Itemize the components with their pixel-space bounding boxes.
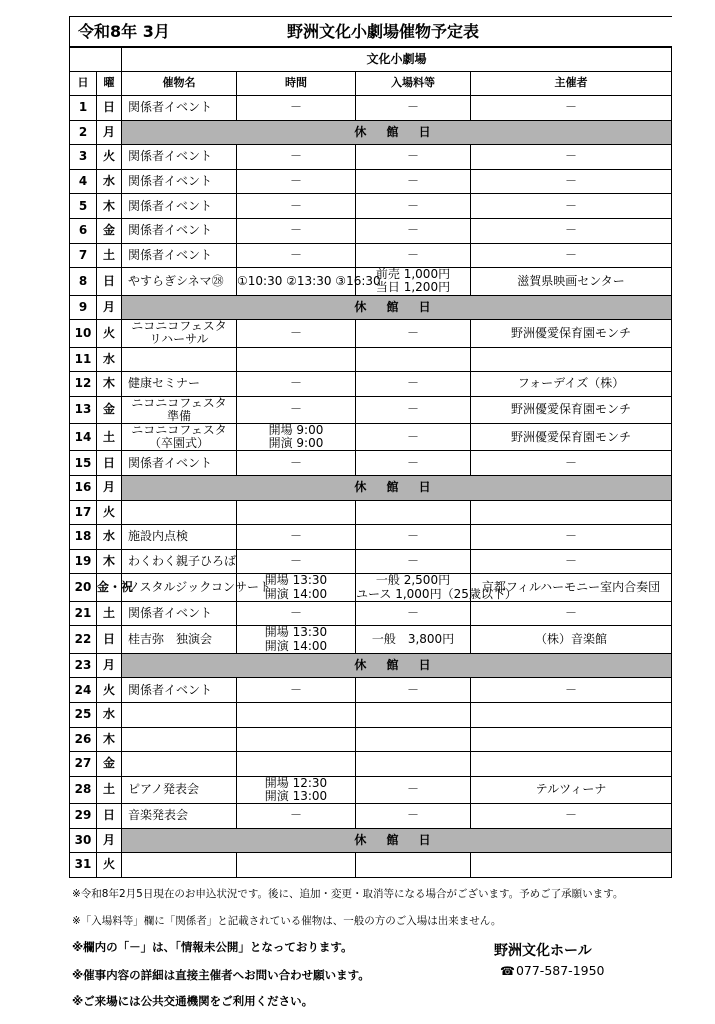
- day-cell: 13: [70, 396, 97, 423]
- day-cell: 16: [70, 476, 97, 501]
- title-cell: [70, 17, 672, 48]
- event-cell: 関係者イベント: [122, 96, 237, 121]
- weekday-cell: 土: [97, 776, 122, 803]
- day-cell: 17: [70, 500, 97, 525]
- event-cell: 関係者イベント: [122, 451, 237, 476]
- fee-cell: －: [356, 804, 471, 829]
- note-status: ※令和8年2月5日現在のお申込状況です。後に、追加・変更・取消等になる場合がございます。予めご了承願います。: [72, 888, 624, 900]
- time-cell: －: [237, 451, 356, 476]
- fee-cell: [356, 752, 471, 777]
- day-cell: 27: [70, 752, 97, 777]
- organizer-cell: －: [471, 218, 672, 243]
- event-cell: 健康セミナー: [122, 372, 237, 397]
- fee-cell: －: [356, 243, 471, 268]
- col-header-day: 日: [70, 72, 97, 96]
- organizer-cell: －: [471, 451, 672, 476]
- note-contact: ※催事内容の詳細は直接主催者へお問い合わせ願います。: [72, 968, 370, 982]
- closed-day-cell: 休 館 日: [122, 120, 672, 145]
- organizer-cell: －: [471, 194, 672, 219]
- weekday-cell: 日: [97, 626, 122, 653]
- weekday-cell: 水: [97, 525, 122, 550]
- col-header-event: 催物名: [122, 72, 237, 96]
- time-cell: －: [237, 169, 356, 194]
- time-cell: [237, 776, 356, 803]
- weekday-cell: 月: [97, 295, 122, 320]
- table-row: [70, 678, 672, 703]
- event-cell: わくわく親子ひろば: [122, 549, 237, 574]
- day-cell: 24: [70, 678, 97, 703]
- day-cell: 23: [70, 653, 97, 678]
- organizer-cell: テルツィーナ: [471, 776, 672, 803]
- table-row: [70, 120, 672, 145]
- event-cell: ピアノ発表会: [122, 776, 237, 803]
- weekday-cell: 日: [97, 804, 122, 829]
- event-cell-line: ニコニコフェスタ: [131, 319, 227, 334]
- weekday-cell: 金: [97, 218, 122, 243]
- time-cell: －: [237, 525, 356, 550]
- organizer-cell: －: [471, 243, 672, 268]
- phone-contact: [500, 963, 605, 978]
- fee-cell: －: [356, 372, 471, 397]
- weekday-cell: 木: [97, 727, 122, 752]
- fee-cell: －: [356, 96, 471, 121]
- fee-cell: －: [356, 320, 471, 347]
- organizer-cell: －: [471, 804, 672, 829]
- fee-cell: －: [356, 451, 471, 476]
- col-header-weekday: 曜: [97, 72, 122, 96]
- fee-cell: －: [356, 776, 471, 803]
- fee-cell: －: [356, 218, 471, 243]
- fee-cell-line: 一般 2,500円: [375, 573, 451, 588]
- time-cell: －: [237, 145, 356, 170]
- table-row: [70, 347, 672, 372]
- weekday-cell: 土: [97, 243, 122, 268]
- time-cell: －: [237, 549, 356, 574]
- weekday-cell: 木: [97, 549, 122, 574]
- organizer-cell: [471, 347, 672, 372]
- day-cell: 25: [70, 702, 97, 727]
- day-cell: 11: [70, 347, 97, 372]
- day-cell: 10: [70, 320, 97, 347]
- table-row: [70, 145, 672, 170]
- table-row: [70, 653, 672, 678]
- event-cell: 桂吉弥 独演会: [122, 626, 237, 653]
- weekday-cell: 水: [97, 169, 122, 194]
- organizer-cell: （株）音楽館: [471, 626, 672, 653]
- table-row: [70, 396, 672, 423]
- time-cell-line: 開演 14:00: [264, 586, 328, 601]
- venue-spacer: [70, 47, 122, 72]
- note-fee: ※「入場料等」欄に「関係者」と記載されている催物は、一般の方のご入場は出来ません。: [72, 915, 502, 927]
- event-cell: 関係者イベント: [122, 145, 237, 170]
- note-dash: ※欄内の「－」は、「情報未公開」となっております。: [72, 940, 353, 954]
- time-cell-line: 開場 12:30: [264, 775, 328, 790]
- phone-icon: ☎: [500, 963, 515, 978]
- fee-cell: －: [356, 424, 471, 451]
- time-cell: [237, 347, 356, 372]
- event-cell: [122, 424, 237, 451]
- day-cell: 22: [70, 626, 97, 653]
- table-row: [70, 574, 672, 601]
- event-cell-line: リハーサル: [149, 332, 209, 347]
- col-header-time: 時間: [237, 72, 356, 96]
- time-cell: －: [237, 601, 356, 626]
- closed-day-cell: 休 館 日: [122, 653, 672, 678]
- event-cell-line: ニコニコフェスタ: [131, 423, 227, 438]
- note-transport: ※ご来場には公共交通機関をご利用ください。: [72, 994, 314, 1008]
- time-cell: [237, 424, 356, 451]
- weekday-cell: 木: [97, 194, 122, 219]
- table-row: [70, 320, 672, 347]
- day-cell: 6: [70, 218, 97, 243]
- weekday-cell: 土: [97, 424, 122, 451]
- col-header-fee: 入場料等: [356, 72, 471, 96]
- weekday-cell: 日: [97, 268, 122, 295]
- event-cell: 関係者イベント: [122, 678, 237, 703]
- organizer-cell: [471, 853, 672, 878]
- day-cell: 15: [70, 451, 97, 476]
- day-cell: 20: [70, 574, 97, 601]
- closed-day-cell: 休 館 日: [122, 295, 672, 320]
- weekday-cell: 日: [97, 96, 122, 121]
- day-cell: 8: [70, 268, 97, 295]
- fee-cell: －: [356, 396, 471, 423]
- event-cell: 関係者イベント: [122, 194, 237, 219]
- event-cell-line: （卒園式）: [148, 436, 209, 451]
- organizer-cell: －: [471, 145, 672, 170]
- event-cell: 関係者イベント: [122, 601, 237, 626]
- closed-day-cell: 休 館 日: [122, 828, 672, 853]
- weekday-cell: 金・祝: [97, 574, 122, 601]
- page-title: 野洲文化小劇場催物予定表: [286, 21, 479, 41]
- event-cell: 施設内点検: [122, 525, 237, 550]
- event-cell: 関係者イベント: [122, 243, 237, 268]
- time-cell-line: 開演 13:00: [264, 788, 328, 803]
- table-row: [70, 804, 672, 829]
- event-cell: 関係者イベント: [122, 218, 237, 243]
- table-row: [70, 727, 672, 752]
- day-cell: 14: [70, 424, 97, 451]
- table-row: [70, 601, 672, 626]
- weekday-cell: 木: [97, 372, 122, 397]
- event-cell-line: 準備: [166, 408, 191, 423]
- fee-cell-line: ユース 1,000円（25歳以下）: [356, 586, 517, 601]
- event-cell: やすらぎシネマ㉘: [122, 268, 237, 295]
- event-cell: [122, 396, 237, 423]
- time-cell: －: [237, 678, 356, 703]
- weekday-cell: 火: [97, 320, 122, 347]
- time-cell: －: [237, 218, 356, 243]
- time-cell-line: 開場 13:30: [264, 573, 328, 588]
- day-cell: 30: [70, 828, 97, 853]
- day-cell: 1: [70, 96, 97, 121]
- weekday-cell: 火: [97, 678, 122, 703]
- table-row: [70, 525, 672, 550]
- event-cell: [122, 500, 237, 525]
- time-cell-line: 開場 9:00: [268, 423, 324, 438]
- weekday-cell: 月: [97, 476, 122, 501]
- table-row: [70, 476, 672, 501]
- table-row: [70, 218, 672, 243]
- time-cell-line: 開場 13:30: [264, 625, 328, 640]
- organizer-cell: －: [471, 169, 672, 194]
- event-cell: [122, 853, 237, 878]
- day-cell: 12: [70, 372, 97, 397]
- table-row: [70, 752, 672, 777]
- table-row: [70, 451, 672, 476]
- time-cell: [237, 853, 356, 878]
- event-cell-line: ニコニコフェスタ: [131, 395, 227, 410]
- fee-cell-line: 前売 1,000円: [375, 267, 451, 282]
- fee-cell: －: [356, 525, 471, 550]
- time-cell: －: [237, 194, 356, 219]
- closed-day-cell: 休 館 日: [122, 476, 672, 501]
- organizer-cell: 京都フィルハーモニー室内合奏団: [471, 574, 672, 601]
- day-cell: 9: [70, 295, 97, 320]
- fee-cell: [356, 347, 471, 372]
- time-cell: [237, 702, 356, 727]
- time-cell-line: 開演 9:00: [268, 436, 324, 451]
- day-cell: 18: [70, 525, 97, 550]
- fee-cell: －: [356, 169, 471, 194]
- table-row: [70, 424, 672, 451]
- fee-cell: －: [356, 601, 471, 626]
- month-label: 令和8年 3月: [78, 21, 170, 41]
- hall-name: 野洲文化ホール: [494, 943, 592, 959]
- time-cell: －: [237, 320, 356, 347]
- organizer-cell: －: [471, 525, 672, 550]
- fee-cell: －: [356, 145, 471, 170]
- table-row: [70, 626, 672, 653]
- organizer-cell: 野洲優愛保育園モンチ: [471, 320, 672, 347]
- organizer-cell: －: [471, 549, 672, 574]
- fee-cell: －: [356, 549, 471, 574]
- event-cell: [122, 320, 237, 347]
- table-row: [70, 500, 672, 525]
- time-cell: [237, 752, 356, 777]
- time-cell: －: [237, 396, 356, 423]
- table-row: [70, 96, 672, 121]
- organizer-cell: 野洲優愛保育園モンチ: [471, 424, 672, 451]
- time-cell: [237, 626, 356, 653]
- organizer-cell: －: [471, 678, 672, 703]
- weekday-cell: 月: [97, 120, 122, 145]
- day-cell: 2: [70, 120, 97, 145]
- day-cell: 3: [70, 145, 97, 170]
- day-cell: 31: [70, 853, 97, 878]
- table-row: [70, 243, 672, 268]
- table-row: [70, 702, 672, 727]
- fee-cell: [356, 727, 471, 752]
- event-cell: [122, 752, 237, 777]
- time-cell: －: [237, 804, 356, 829]
- table-row: [70, 169, 672, 194]
- weekday-cell: 火: [97, 500, 122, 525]
- time-cell: ①10:30 ②13:30 ③16:30: [237, 268, 356, 295]
- organizer-cell: 野洲優愛保育園モンチ: [471, 396, 672, 423]
- weekday-cell: 金: [97, 396, 122, 423]
- table-row: [70, 268, 672, 295]
- fee-cell: [356, 573, 517, 601]
- schedule-table: [69, 16, 672, 878]
- event-cell: [122, 727, 237, 752]
- weekday-cell: 火: [97, 145, 122, 170]
- weekday-cell: 金: [97, 752, 122, 777]
- day-cell: 21: [70, 601, 97, 626]
- time-cell: [237, 500, 356, 525]
- table-row: [70, 372, 672, 397]
- organizer-cell: [471, 702, 672, 727]
- organizer-cell: 滋賀県映画センター: [471, 268, 672, 295]
- event-cell: ノスタルジックコンサート: [122, 574, 237, 601]
- table-row: [70, 776, 672, 803]
- day-cell: 28: [70, 776, 97, 803]
- day-cell: 19: [70, 549, 97, 574]
- organizer-cell: －: [471, 96, 672, 121]
- fee-cell-line: 当日 1,200円: [375, 280, 451, 295]
- table-row: [70, 828, 672, 853]
- day-cell: 4: [70, 169, 97, 194]
- fee-cell: －: [356, 194, 471, 219]
- day-cell: 26: [70, 727, 97, 752]
- day-cell: 7: [70, 243, 97, 268]
- organizer-cell: [471, 727, 672, 752]
- weekday-cell: 水: [97, 702, 122, 727]
- organizer-cell: [471, 500, 672, 525]
- event-cell: 関係者イベント: [122, 169, 237, 194]
- time-cell: [237, 727, 356, 752]
- day-cell: 5: [70, 194, 97, 219]
- event-cell: 音楽発表会: [122, 804, 237, 829]
- time-cell: －: [237, 372, 356, 397]
- fee-cell: －: [356, 678, 471, 703]
- event-cell: [122, 702, 237, 727]
- day-cell: 29: [70, 804, 97, 829]
- weekday-cell: 日: [97, 451, 122, 476]
- organizer-cell: [471, 752, 672, 777]
- weekday-cell: 水: [97, 347, 122, 372]
- organizer-cell: －: [471, 601, 672, 626]
- weekday-cell: 月: [97, 653, 122, 678]
- time-cell: －: [237, 96, 356, 121]
- event-cell: [122, 347, 237, 372]
- time-cell: －: [237, 243, 356, 268]
- table-row: [70, 853, 672, 878]
- time-cell-line: 開演 14:00: [264, 638, 328, 653]
- venue-name: 文化小劇場: [122, 47, 672, 72]
- weekday-cell: 月: [97, 828, 122, 853]
- fee-cell: [356, 702, 471, 727]
- table-row: [70, 295, 672, 320]
- weekday-cell: 火: [97, 853, 122, 878]
- organizer-cell: フォーデイズ（株）: [471, 372, 672, 397]
- fee-cell: [356, 853, 471, 878]
- fee-cell: 一般 3,800円: [356, 626, 471, 653]
- table-row: [70, 549, 672, 574]
- fee-cell: [356, 500, 471, 525]
- table-row: [70, 194, 672, 219]
- col-header-organizer: 主催者: [471, 72, 672, 96]
- phone-number: 077-587-1950: [515, 963, 605, 978]
- weekday-cell: 土: [97, 601, 122, 626]
